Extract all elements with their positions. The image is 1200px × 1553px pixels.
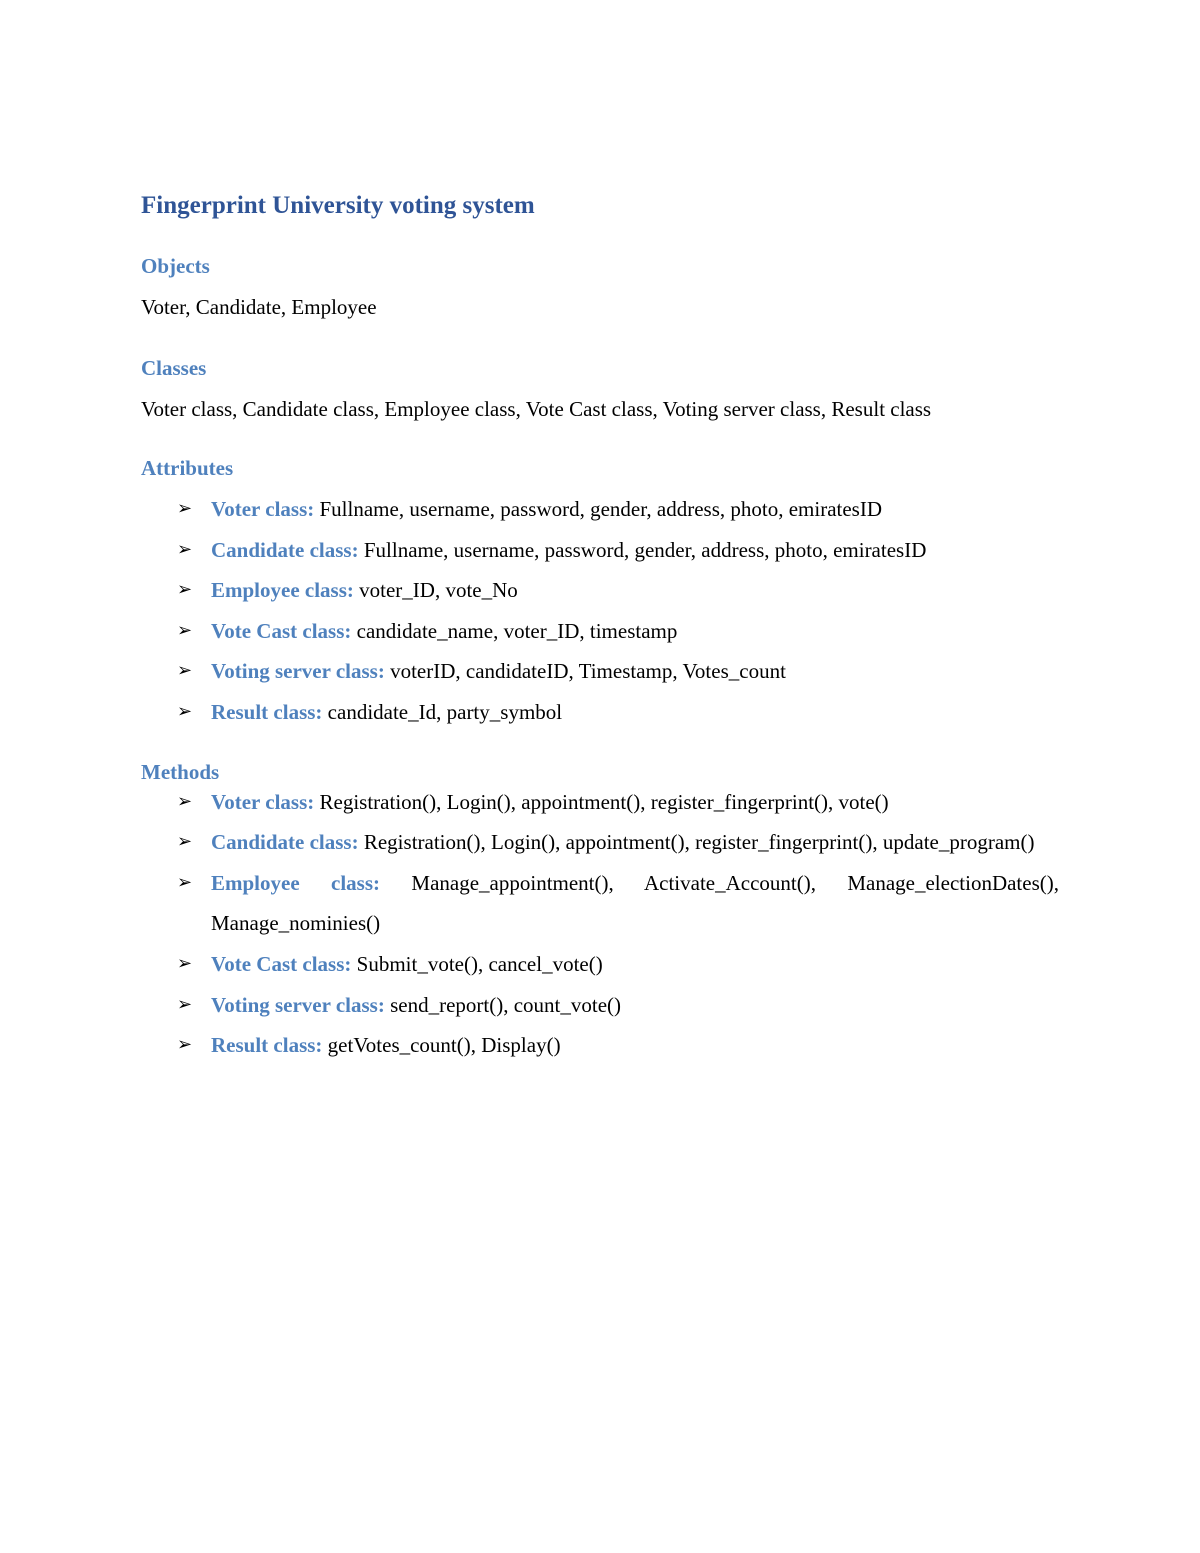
item-text: candidate_Id, party_symbol	[327, 699, 563, 724]
arrow-bullet-icon: ➢	[177, 993, 193, 1015]
item-text: Fullname, username, password, gender, address, photo, emiratesID	[363, 537, 927, 562]
list-item	[141, 863, 1059, 944]
class-label: Employee class:	[211, 578, 354, 603]
document-page	[141, 186, 1059, 1066]
list-item	[141, 782, 1059, 823]
class-label: Candidate class:	[211, 537, 359, 562]
list-item	[141, 489, 1059, 530]
arrow-bullet-icon: ➢	[177, 579, 193, 601]
list-item	[141, 530, 1059, 571]
classes-heading: Classes	[141, 356, 207, 380]
arrow-bullet-icon: ➢	[177, 831, 193, 853]
class-label: Vote Cast class:	[211, 951, 352, 976]
arrow-bullet-icon: ➢	[177, 538, 193, 560]
class-label: Candidate class:	[211, 830, 359, 855]
item-text: voter_ID, vote_No	[359, 578, 518, 603]
list-item	[141, 651, 1059, 692]
list-item	[141, 985, 1059, 1026]
methods-heading: Methods	[141, 759, 220, 784]
attributes-list	[141, 489, 1059, 733]
arrow-bullet-icon: ➢	[177, 498, 193, 519]
item-text: Submit_vote(), cancel_vote()	[356, 951, 603, 976]
class-label: Vote Cast class:	[211, 618, 352, 643]
list-item	[141, 944, 1059, 985]
item-text: candidate_name, voter_ID, timestamp	[356, 618, 678, 643]
item-text: Registration(), Login(), appointment(), register_fingerprint(), vote()	[319, 789, 889, 814]
arrow-bullet-icon: ➢	[177, 871, 193, 893]
item-text: voterID, candidateID, Timestamp, Votes_count	[390, 659, 786, 684]
document-title: Fingerprint University voting system	[141, 192, 535, 219]
arrow-bullet-icon: ➢	[177, 700, 193, 722]
list-item	[141, 570, 1059, 611]
class-label: Result class:	[211, 699, 323, 724]
class-label: Voter class:	[211, 789, 315, 814]
item-text: Manage_appointment(), Activate_Account(), Manage_electionDates(), Manage_nominies()	[211, 870, 1060, 936]
item-text: Registration(), Login(), appointment(), register_fingerprint(), update_program()	[363, 830, 1035, 855]
arrow-bullet-icon: ➢	[177, 1034, 193, 1056]
class-label: Voting server class:	[211, 992, 385, 1017]
methods-list	[141, 782, 1059, 1066]
class-label: Employee class:	[211, 870, 381, 895]
objects-heading: Objects	[141, 254, 210, 278]
item-text: getVotes_count(), Display()	[327, 1033, 561, 1058]
item-text: send_report(), count_vote()	[390, 992, 621, 1017]
objects-text: Voter, Candidate, Employee	[141, 295, 377, 319]
arrow-bullet-icon: ➢	[177, 790, 193, 812]
item-text: Fullname, username, password, gender, address, photo, emiratesID	[319, 497, 883, 521]
arrow-bullet-icon: ➢	[177, 952, 193, 974]
arrow-bullet-icon: ➢	[177, 660, 193, 682]
list-item	[141, 692, 1059, 733]
class-label: Voting server class:	[211, 659, 385, 684]
attributes-heading: Attributes	[141, 456, 234, 480]
class-label: Result class:	[211, 1033, 323, 1058]
arrow-bullet-icon: ➢	[177, 619, 193, 641]
list-item	[141, 611, 1059, 652]
list-item	[141, 822, 1059, 863]
classes-text: Voter class, Candidate class, Employee class, Vote Cast class, Voting server class, Result class	[141, 397, 932, 421]
class-label: Voter class:	[211, 497, 315, 521]
list-item	[141, 1025, 1059, 1066]
